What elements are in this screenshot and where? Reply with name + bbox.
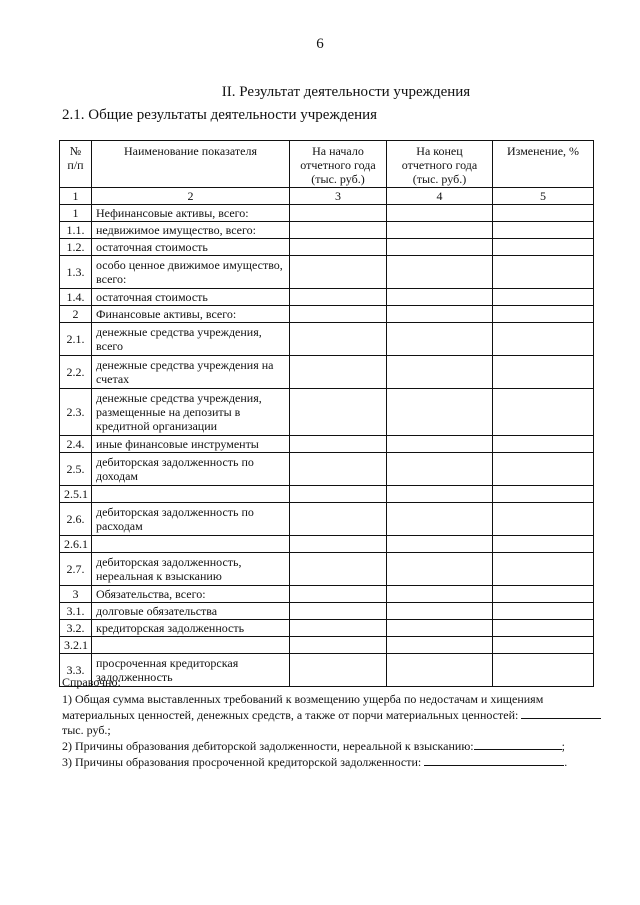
value-cell xyxy=(290,637,387,654)
note-2 xyxy=(62,738,602,754)
row-number: 3 xyxy=(60,586,92,603)
column-number-cell: 3 xyxy=(290,188,387,205)
indicator-name: кредиторская задолженность xyxy=(92,620,290,637)
row-number: 3.1. xyxy=(60,603,92,620)
value-cell xyxy=(493,620,594,637)
column-number-cell: 4 xyxy=(387,188,493,205)
table-row xyxy=(60,356,594,389)
value-cell xyxy=(387,553,493,586)
value-cell xyxy=(493,436,594,453)
value-cell xyxy=(387,389,493,436)
indicator-name: Финансовые активы, всего: xyxy=(92,306,290,323)
reference-notes xyxy=(62,675,602,770)
row-number: 1 xyxy=(60,205,92,222)
indicator-name: иные финансовые инструменты xyxy=(92,436,290,453)
header-cell: На конец отчетного года (тыс. руб.) xyxy=(387,141,493,188)
table-row xyxy=(60,503,594,536)
row-number: 3.2. xyxy=(60,620,92,637)
value-cell xyxy=(387,356,493,389)
note-1-text: 1) Общая сумма выставленных требований к возмещению ущерба по недостачам и хищениям материальных ценностей, денежных средств, а также от порчи материальных ценностей: xyxy=(62,692,544,722)
note-2-end: ; xyxy=(561,739,565,753)
value-cell xyxy=(493,306,594,323)
value-cell xyxy=(493,637,594,654)
value-cell xyxy=(387,205,493,222)
note-1-unit: тыс. руб.; xyxy=(62,723,111,737)
value-cell xyxy=(290,536,387,553)
row-number: 3.2.1 xyxy=(60,637,92,654)
indicator-name: остаточная стоимость xyxy=(92,239,290,256)
section-title: II. Результат деятельности учреждения xyxy=(221,84,471,100)
table-row xyxy=(60,205,594,222)
row-number: 2.6.1 xyxy=(60,536,92,553)
value-cell xyxy=(290,553,387,586)
row-number: 2.5. xyxy=(60,453,92,486)
indicator-name: остаточная стоимость xyxy=(92,289,290,306)
row-number: 1.2. xyxy=(60,239,92,256)
value-cell xyxy=(290,389,387,436)
value-cell xyxy=(387,239,493,256)
page-number: 6 xyxy=(316,36,324,52)
table-row xyxy=(60,289,594,306)
value-cell xyxy=(387,436,493,453)
value-cell xyxy=(493,323,594,356)
results-table xyxy=(59,140,594,687)
note-3-end: . xyxy=(564,755,568,769)
note-2-blank[interactable] xyxy=(474,738,562,750)
value-cell xyxy=(290,205,387,222)
indicator-name xyxy=(92,536,290,553)
value-cell xyxy=(387,323,493,356)
note-1 xyxy=(62,692,602,738)
table-row xyxy=(60,436,594,453)
value-cell xyxy=(290,256,387,289)
value-cell xyxy=(290,323,387,356)
value-cell xyxy=(493,239,594,256)
value-cell xyxy=(493,389,594,436)
value-cell xyxy=(493,256,594,289)
table-row xyxy=(60,553,594,586)
value-cell xyxy=(387,603,493,620)
note-3-blank[interactable] xyxy=(424,754,564,766)
indicator-name: денежные средства учреждения, всего xyxy=(92,323,290,356)
table-row xyxy=(60,256,594,289)
note-3 xyxy=(62,754,602,770)
value-cell xyxy=(290,603,387,620)
column-number-row xyxy=(60,188,594,205)
value-cell xyxy=(290,289,387,306)
table-row xyxy=(60,536,594,553)
note-1-blank[interactable] xyxy=(521,707,601,719)
row-number: 1.3. xyxy=(60,256,92,289)
value-cell xyxy=(290,453,387,486)
row-number: 2.3. xyxy=(60,389,92,436)
notes-title: Справочно: xyxy=(62,675,121,689)
header-cell: На начало отчетного года (тыс. руб.) xyxy=(290,141,387,188)
indicator-name: особо ценное движимое имущество, всего: xyxy=(92,256,290,289)
value-cell xyxy=(493,503,594,536)
indicator-name: Нефинансовые активы, всего: xyxy=(92,205,290,222)
table-row xyxy=(60,389,594,436)
value-cell xyxy=(387,536,493,553)
note-3-text: 3) Причины образования просроченной кредиторской задолженности: xyxy=(62,755,422,769)
value-cell xyxy=(493,453,594,486)
header-cell: № п/п xyxy=(60,141,92,188)
value-cell xyxy=(387,306,493,323)
table-row xyxy=(60,486,594,503)
value-cell xyxy=(290,306,387,323)
value-cell xyxy=(387,586,493,603)
value-cell xyxy=(387,637,493,654)
row-number: 2.7. xyxy=(60,553,92,586)
header-cell: Наименование показателя xyxy=(92,141,290,188)
value-cell xyxy=(493,586,594,603)
indicator-name xyxy=(92,486,290,503)
indicator-name: дебиторская задолженность по доходам xyxy=(92,453,290,486)
value-cell xyxy=(290,222,387,239)
value-cell xyxy=(290,356,387,389)
subsection-title: 2.1. Общие результаты деятельности учреждения xyxy=(62,107,378,123)
column-number-cell: 1 xyxy=(60,188,92,205)
indicator-name: Обязательства, всего: xyxy=(92,586,290,603)
indicator-name: долговые обязательства xyxy=(92,603,290,620)
value-cell xyxy=(493,222,594,239)
value-cell xyxy=(290,586,387,603)
row-number: 2.1. xyxy=(60,323,92,356)
value-cell xyxy=(493,553,594,586)
indicator-name: денежные средства учреждения, размещенные на депозиты в кредитной организации xyxy=(92,389,290,436)
table-row xyxy=(60,603,594,620)
value-cell xyxy=(493,486,594,503)
indicator-name: дебиторская задолженность по расходам xyxy=(92,503,290,536)
column-number-cell: 2 xyxy=(92,188,290,205)
row-number: 3.3. xyxy=(60,654,92,687)
table-row xyxy=(60,453,594,486)
table-row xyxy=(60,620,594,637)
value-cell xyxy=(387,503,493,536)
row-number: 2.6. xyxy=(60,503,92,536)
value-cell xyxy=(290,503,387,536)
value-cell xyxy=(387,256,493,289)
header-cell: Изменение, % xyxy=(493,141,594,188)
value-cell xyxy=(290,620,387,637)
value-cell xyxy=(387,486,493,503)
table-row xyxy=(60,239,594,256)
row-number: 1.4. xyxy=(60,289,92,306)
value-cell xyxy=(493,205,594,222)
row-number: 2.4. xyxy=(60,436,92,453)
indicator-name: просроченная кредиторская задолженность xyxy=(92,654,290,687)
column-number-cell: 5 xyxy=(493,188,594,205)
value-cell xyxy=(493,289,594,306)
value-cell xyxy=(387,453,493,486)
indicator-name: дебиторская задолженность, нереальная к взысканию xyxy=(92,553,290,586)
note-2-text: 2) Причины образования дебиторской задолженности, нереальной к взысканию: xyxy=(62,739,474,753)
value-cell xyxy=(290,239,387,256)
value-cell xyxy=(387,620,493,637)
value-cell xyxy=(493,603,594,620)
indicator-name: денежные средства учреждения на счетах xyxy=(92,356,290,389)
value-cell xyxy=(290,486,387,503)
value-cell xyxy=(493,536,594,553)
row-number: 2.5.1 xyxy=(60,486,92,503)
row-number: 1.1. xyxy=(60,222,92,239)
table-row xyxy=(60,586,594,603)
value-cell xyxy=(290,436,387,453)
value-cell xyxy=(493,356,594,389)
indicator-name: недвижимое имущество, всего: xyxy=(92,222,290,239)
table-row xyxy=(60,323,594,356)
row-number: 2 xyxy=(60,306,92,323)
table-header-row xyxy=(60,141,594,188)
value-cell xyxy=(387,222,493,239)
table-row xyxy=(60,306,594,323)
value-cell xyxy=(387,289,493,306)
table-row xyxy=(60,222,594,239)
table-row xyxy=(60,637,594,654)
indicator-name xyxy=(92,637,290,654)
row-number: 2.2. xyxy=(60,356,92,389)
